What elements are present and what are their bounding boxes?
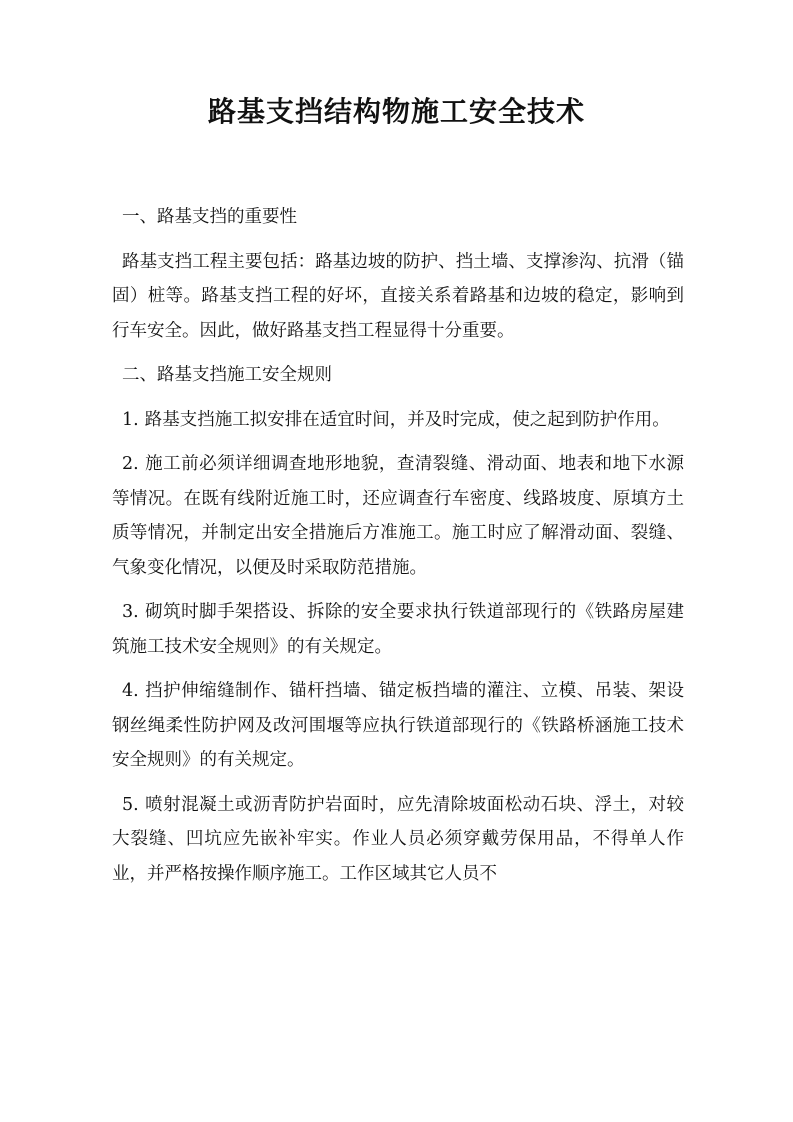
rule-item-1 [112, 403, 684, 438]
rule-number: 1. [122, 409, 139, 430]
rule-text: 路基支挡施工拟安排在适宜时间，并及时完成，使之起到防护作用。 [144, 409, 670, 430]
rule-item-5 [112, 788, 684, 892]
rule-text: 砌筑时脚手架搭设、拆除的安全要求执行铁道部现行的《铁路房屋建筑施工技术安全规则》的有关规定。 [112, 602, 684, 657]
rule-number: 3. [122, 602, 139, 622]
document-body [112, 200, 684, 901]
page-title: 路基支挡结构物施工安全技术 [207, 95, 585, 128]
rule-item-4 [112, 674, 684, 778]
rule-text: 喷射混凝土或沥青防护岩面时，应先清除坡面松动石块、浮土，对较大裂缝、凹坑应先嵌补牢实。作业人员必须穿戴劳保用品，不得单人作业，并严格按操作顺序施工。工作区域其它人员不 [112, 794, 684, 884]
rule-text: 施工前必须详细调查地形地貌，查清裂缝、滑动面、地表和地下水源等情况。在既有线附近施工时，还应调查行车密度、线路坡度、原填方土质等情况，并制定出安全措施后方准施工。施工时应了解滑动面、裂缝、气象变化情况，以便及时采取防范措施。 [112, 454, 684, 578]
rule-number: 5. [122, 794, 139, 815]
rule-number: 4. [122, 681, 139, 701]
rule-item-2 [112, 447, 684, 585]
rule-item-3 [112, 595, 684, 664]
section-heading-importance: 一、路基支挡的重要性 [122, 207, 297, 227]
section-heading-safety-rules: 二、路基支挡施工安全规则 [122, 365, 332, 385]
section-importance-paragraph: 路基支挡工程主要包括：路基边坡的防护、挡土墙、支撑渗沟、抗滑（锚固）桩等。路基支挡工程的好坏，直接关系着路基和边坡的稳定，影响到行车安全。因此，做好路基支挡工程显得十分重要。 [112, 251, 684, 341]
rule-text: 挡护伸缩缝制作、锚杆挡墙、锚定板挡墙的灌注、立模、吊装、架设钢丝绳柔性防护网及改河围堰等应执行铁道部现行的《铁路桥涵施工技术安全规则》的有关规定。 [112, 681, 684, 770]
rule-number: 2. [122, 454, 139, 474]
